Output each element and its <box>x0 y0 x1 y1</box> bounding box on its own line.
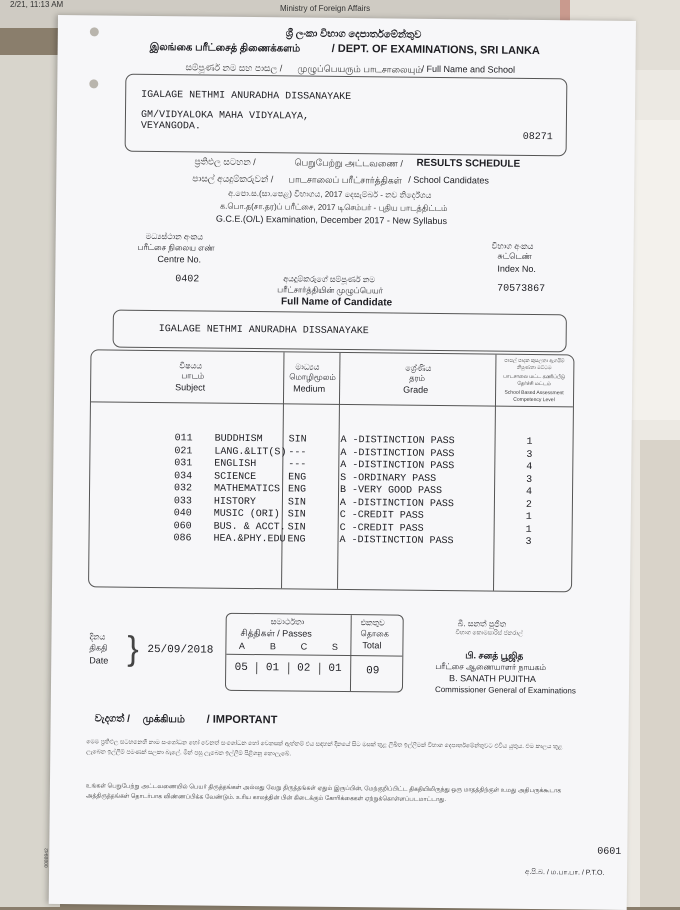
row-grade: S -ORDINARY PASS <box>340 472 437 485</box>
row-grade: B -VERY GOOD PASS <box>339 484 443 498</box>
header-subject-ta: பாடம் <box>181 371 205 381</box>
row-subject: LANG.&LIT(S) <box>214 446 287 458</box>
results-sub-en: / School Candidates <box>408 174 489 186</box>
row-level: 4 <box>525 486 533 498</box>
side-code: 0088942 <box>43 848 51 868</box>
address-school-1: GM/VIDYALOKA MAHA VIDYALAYA, <box>140 109 310 123</box>
candidate-label-si: අයදුම්කරුගේ සම්පූර්ණ නම <box>283 274 376 285</box>
row-code: 040 <box>173 508 192 520</box>
background-shadow <box>640 440 680 907</box>
table-body <box>89 432 572 550</box>
important-para-ta: உங்கள் பெறுபேற்று அட்டவணையில் பெயர் திருத்தங்கள் அல்லது வேறு திருத்தங்கள் ஏதும் இருப்பின், மேற்குறிப்பிட்ட திகதியிலிருந்து ஒரு மாதத்திற்குள் உமது அதிபருக்கூடாக அத்திருத்தங்கள் தொடர்பாக விண்ணப்பிக்க வேண்டும். உரிய காலத்தின் பின் கிடைக்கும் கோரிக்கைகள் ஏற்றுக்கொள்ளப்படமாட்டாது. <box>85 783 562 804</box>
grade-letters <box>226 641 350 652</box>
grade-letter: A <box>238 640 245 651</box>
centre-label-en: Centre No. <box>157 254 202 265</box>
grade-count: 01 <box>257 662 288 674</box>
date-brace: } <box>127 629 139 668</box>
footer-pto: අ.පි.බ. / ம.பா.பா. / P.T.O. <box>525 868 605 877</box>
exam-en: G.C.E.(O/L) Examination, December 2017 - New Syllabus <box>215 213 448 227</box>
header-subject-en: Subject <box>175 382 206 393</box>
important-para-si: මෙම ප්‍රතිඵල සටහනෙහි නාම සංශෝධන හෝ වෙනත් සංශෝධන හෝ වෙනසක් ඇත්නම් එය සඳහන් දිනයේ සිට මසක් තුළ ලිඛිත ඉල්ලීමක් විභාග දෙපාර්තමේන්තුවට එවිය යුතුය. එම කාලය තුළ ලැබෙන ඉල්ලීම් පමණක් සලකා බැලේ. මින් පසු ලැබෙන ඉල්ලීම් පිළිගනු නොලැබේ. <box>86 739 563 758</box>
commissioner-name-ta: பி. சனத் பூஜித <box>465 650 524 661</box>
name-school-label-en: / Full Name and School <box>421 63 516 75</box>
results-sheet <box>43 15 636 910</box>
total-passes: 09 <box>366 665 380 678</box>
date-label-en: Date <box>89 655 109 666</box>
row-code: 060 <box>173 520 192 532</box>
dept-sinhala: ශ්‍රී ලංකා විභාග දෙපාර්තමේන්තුව <box>285 28 422 41</box>
grade-letter: C <box>300 641 308 652</box>
row-grade: A -DISTINCTION PASS <box>340 434 455 448</box>
candidate-label-en: Full Name of Candidate <box>280 296 393 309</box>
commissioner-name-si: බී. සනත් පූජිත <box>457 619 507 629</box>
row-code: 021 <box>174 445 193 457</box>
grade-letter: B <box>269 641 276 652</box>
summary-divider <box>226 654 402 657</box>
row-subject: HISTORY <box>213 496 256 508</box>
row-medium: --- <box>288 459 307 471</box>
total-label-en: Total <box>362 640 382 651</box>
results-title-si: ප්‍රතිඵල සටහන / <box>194 156 256 168</box>
row-code: 032 <box>174 483 193 495</box>
address-school-2: VEYANGODA. <box>140 120 201 133</box>
grade-counts <box>226 662 350 675</box>
results-table <box>88 349 574 592</box>
header-sba-si: පාසල් පාදක කුසලතා ඇගයීම් නිපුණතා මට්ටම <box>504 357 565 372</box>
row-level: 3 <box>526 474 533 486</box>
commissioner-title-ta: பரீட்சை ஆணையாளர் நாயகம் <box>435 661 547 673</box>
name-school-label-ta: முழுப்பெயரும் பாடசாலையும் <box>297 63 423 75</box>
total-label-si: එකතුව <box>360 618 385 628</box>
row-medium: SIN <box>287 496 306 509</box>
index-label-en: Index No. <box>497 263 536 274</box>
header-sba-en: School Based Assessment Competency Level <box>504 389 564 404</box>
row-medium: ENG <box>287 484 307 496</box>
header-grade-en: Grade <box>403 384 429 395</box>
row-code: 034 <box>174 470 193 482</box>
row-grade: A -DISTINCTION PASS <box>340 459 455 473</box>
row-medium: ENG <box>288 471 307 484</box>
header-medium-si: මාධ්‍යය <box>295 362 320 372</box>
centre-number: 0402 <box>175 274 200 286</box>
row-grade: A -DISTINCTION PASS <box>339 497 455 510</box>
row-grade: C -CREDIT PASS <box>339 522 424 535</box>
name-school-label-si: සම්පූර්ණ නම සහ පාසල / <box>185 62 283 74</box>
row-subject: MUSIC (ORI) <box>213 508 280 521</box>
important-heading-si: වැදගත් / <box>94 713 130 725</box>
commissioner-title-en: Commissioner General of Examinations <box>434 684 576 696</box>
row-grade: A -DISTINCTION PASS <box>339 534 454 548</box>
row-level: 3 <box>526 449 533 461</box>
header-medium-en: Medium <box>293 383 326 394</box>
total-label-ta: தொகை <box>360 629 389 639</box>
summary-divider <box>350 615 352 691</box>
row-subject: MATHEMATICS <box>214 483 281 496</box>
exam-ta: க.பொ.த(சா.தர)ப் பரீட்சை, 2017 டிசெம்பர் - புதிய பாடத்திட்டம் <box>219 201 448 214</box>
row-code: 031 <box>174 458 193 470</box>
grade-count: 05 <box>226 662 257 674</box>
exam-si: අ.පො.ස.(සා.පෙළ) විභාගය, 2017 දෙසැම්බර් - නව නිර්දේශය <box>228 188 432 200</box>
row-level: 1 <box>525 511 532 523</box>
candidate-label-ta: பரீட்சார்த்தியின் முழுப்பெயர் <box>277 285 384 296</box>
index-label-si: විභාග අංකය <box>491 241 534 251</box>
row-grade: A -DISTINCTION PASS <box>340 447 455 460</box>
row-medium: SIN <box>287 509 306 521</box>
index-label-ta: சுட்டெண் <box>497 251 532 261</box>
date-label-ta: திகதி <box>89 643 108 653</box>
results-title-ta: பெறுபேற்று அட்டவணை / <box>294 157 403 169</box>
passes-label-si: සමාර්ථතා <box>270 617 305 627</box>
row-level: 1 <box>526 436 533 448</box>
candidate-name: IGALAGE NETHMI ANURADHA DISSANAYAKE <box>158 324 369 338</box>
commissioner-title-si: විභාග කොමසාරිස් ජනරාල් <box>455 630 523 637</box>
header-medium-ta: மொழிமூலம் <box>289 372 336 382</box>
address-code: 08271 <box>522 131 553 144</box>
header-subject-si: විෂයය <box>179 361 203 371</box>
important-heading-en: / IMPORTANT <box>206 713 278 727</box>
row-level: 2 <box>525 499 532 511</box>
ministry-stamp: Ministry of Foreign Affairs <box>280 4 371 13</box>
row-subject: HEA.&PHY.EDU <box>213 533 286 546</box>
centre-label-ta: பரீட்சை நிலைய எண் <box>137 242 215 253</box>
date-value: 25/09/2018 <box>147 643 214 657</box>
centre-label-si: මධ්‍යස්ථාන අංකය <box>145 231 204 242</box>
grade-count: 02 <box>289 662 320 674</box>
row-subject: BUDDHISM <box>214 433 263 446</box>
row-level: 1 <box>525 524 532 536</box>
punch-hole <box>89 79 98 88</box>
row-code: 086 <box>173 533 192 545</box>
row-medium: SIN <box>287 521 306 534</box>
row-level: 4 <box>526 461 533 473</box>
row-medium: --- <box>288 446 307 459</box>
dept-tamil: இலங்கை பரீட்சைத் திணைக்களம் <box>149 41 301 55</box>
date-label-si: දිනය <box>89 632 106 642</box>
row-subject: SCIENCE <box>214 471 257 483</box>
grade-letter: S <box>331 641 338 652</box>
row-medium: SIN <box>288 434 307 446</box>
index-number: 70573867 <box>497 283 546 296</box>
header-grade-ta: தரம் <box>409 373 426 383</box>
row-subject: ENGLISH <box>214 458 257 471</box>
passes-label: சித்திகள் / Passes <box>240 627 312 639</box>
header-grade-si: ශ්‍රේණිය <box>405 363 432 373</box>
grade-count: 01 <box>328 662 342 675</box>
row-grade: C -CREDIT PASS <box>339 509 424 522</box>
commissioner-name-en: B. SANATH PUJITHA <box>449 673 537 685</box>
results-sub-si: පාසල් අයදුම්කරුවන් / <box>192 173 274 185</box>
address-name: IGALAGE NETHMI ANURADHA DISSANAYAKE <box>141 89 352 104</box>
row-medium: ENG <box>287 534 306 546</box>
row-code: 011 <box>174 433 193 445</box>
row-subject: BUS. & ACCT. <box>213 521 286 533</box>
important-heading-ta: முக்கியம் <box>142 713 186 726</box>
punch-hole <box>90 27 99 36</box>
header-sba-ta: பாடசாலை மட்ட கணிப்பீடு தேர்ச்சி மட்டம் <box>503 373 566 388</box>
results-sub-ta: பாடசாலைப் பரீட்சார்த்திகள் <box>288 174 402 186</box>
summary-box <box>225 613 404 693</box>
results-title-en: RESULTS SCHEDULE <box>416 157 521 170</box>
row-level: 3 <box>525 536 532 548</box>
row-code: 033 <box>173 495 193 507</box>
footer-code: 0601 <box>597 846 622 858</box>
status-time: 2/21, 11:13 AM <box>10 0 64 9</box>
dept-english: / DEPT. OF EXAMINATIONS, SRI LANKA <box>331 42 540 58</box>
